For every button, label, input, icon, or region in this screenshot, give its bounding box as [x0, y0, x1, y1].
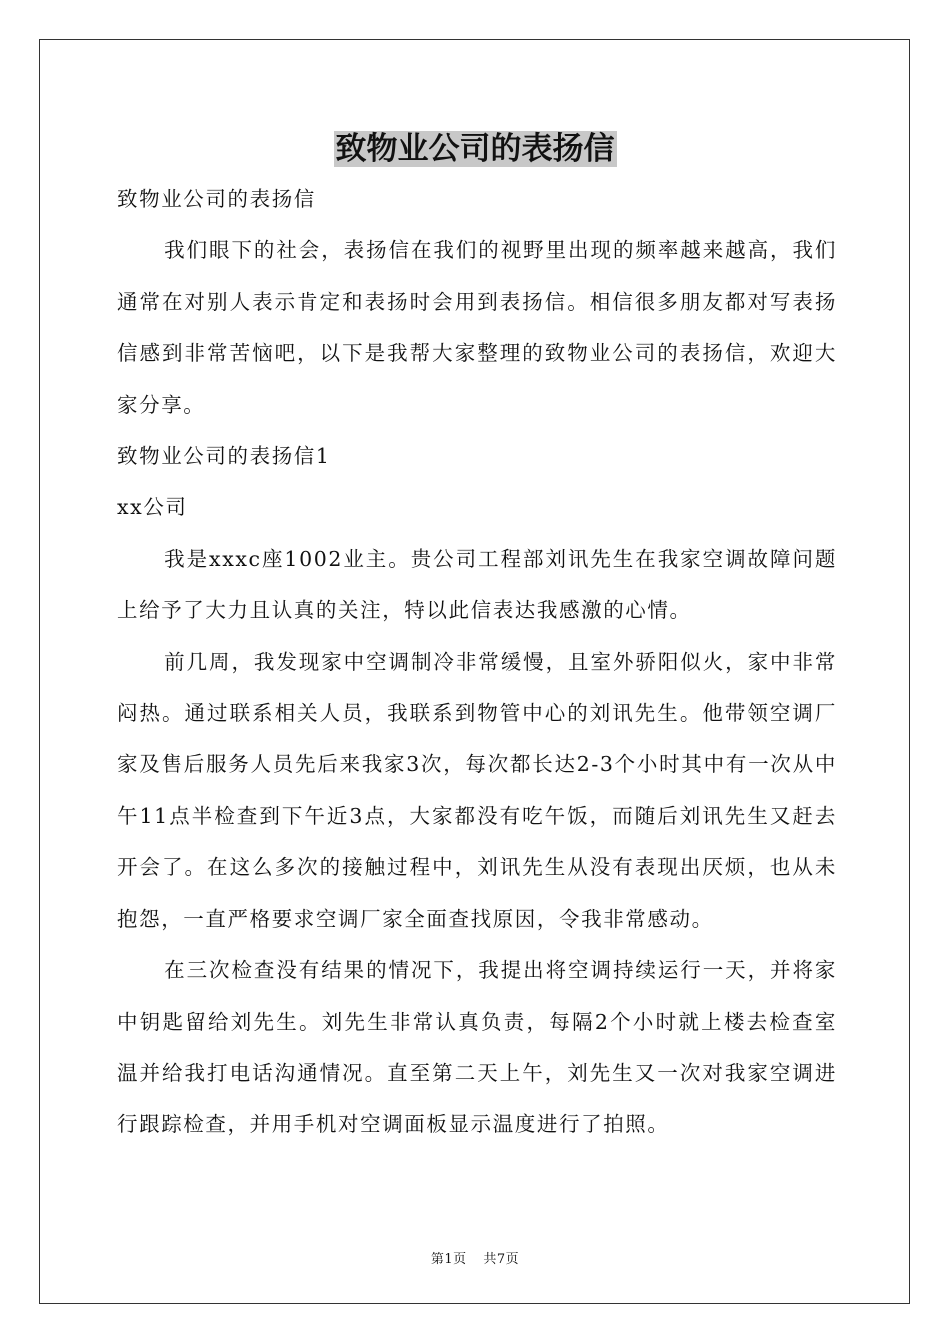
- document-title-text: 致物业公司的表扬信: [335, 131, 615, 167]
- document-title: [0, 126, 950, 172]
- page-total: 共7页: [483, 1252, 520, 1267]
- salutation: xx公司: [117, 495, 188, 520]
- body-paragraph-2: 前几周，我发现家中空调制冷非常缓慢，且室外骄阳似火，家中非常闷热。通过联系相关人员，我联系到物管中心的刘讯先生。他带领空调厂家及售后服务人员先后来我家3次，每次都长达2-3个小时其中有一次从中午11点半检查到下午近3点，大家都没有吃午饭，而随后刘讯先生又赶去开会了。在这么多次的接触过程中，刘讯先生从没有表现出厌烦，也从未抱怨，一直严格要求空调厂家全面查找原因，令我非常感动。: [117, 649, 837, 931]
- page-footer: [0, 1248, 950, 1267]
- body-paragraph-1: 我是xxxc座1002业主。贵公司工程部刘讯先生在我家空调故障问题上给予了大力且认真的关注，特以此信表达我感激的心情。: [117, 546, 837, 623]
- body-paragraph-3: 在三次检查没有结果的情况下，我提出将空调持续运行一天，并将家中钥匙留给刘先生。刘先生非常认真负责，每隔2个小时就上楼去检查室温并给我打电话沟通情况。直至第二天上午，刘先生又一次对我家空调进行跟踪检查，并用手机对空调面板显示温度进行了拍照。: [117, 958, 837, 1137]
- intro-paragraph: 我们眼下的社会，表扬信在我们的视野里出现的频率越来越高，我们通常在对别人表示肯定和表扬时会用到表扬信。相信很多朋友都对写表扬信感到非常苦恼吧，以下是我帮大家整理的致物业公司的表扬信，欢迎大家分享。: [117, 238, 837, 417]
- page-number: 第1页: [430, 1252, 467, 1267]
- subtitle-line: 致物业公司的表扬信: [117, 187, 316, 211]
- section-heading: 致物业公司的表扬信1: [117, 444, 331, 469]
- document-body: [117, 174, 837, 1151]
